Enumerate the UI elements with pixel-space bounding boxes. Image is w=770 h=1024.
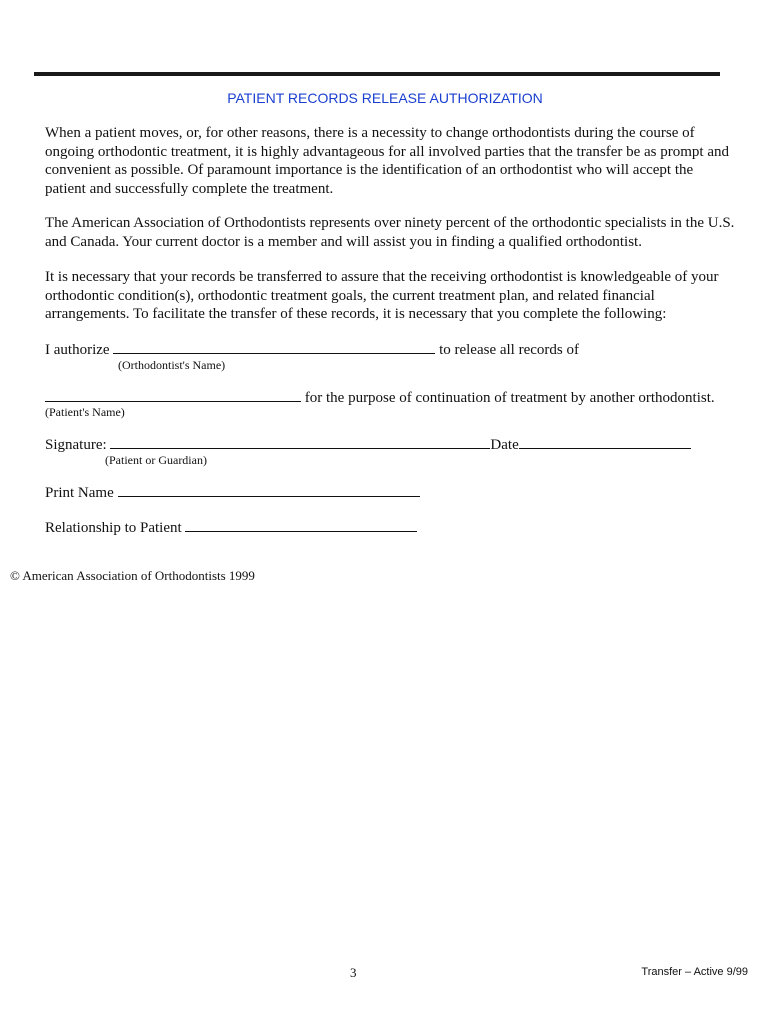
page-number: 3 <box>350 965 357 980</box>
transfer-paragraph: It is necessary that your records be transferred to assure that the receiving orthodontist is knowledgeable of your orthodontic condition(s), orthodontic treatment goals, the current treatment plan, and related financial arrangements. To facilitate the transfer of these records, it is necessary that you complete the following: <box>45 269 719 322</box>
signature-row <box>45 435 691 454</box>
signature-field[interactable] <box>110 435 490 449</box>
orthodontist-name-field[interactable] <box>113 340 435 354</box>
association-paragraph: The American Association of Orthodontists represents over ninety percent of the orthodontic specialists in the U.S. and Canada. Your current doctor is a member and will assist you in finding a qualified orthodontist. <box>45 215 735 250</box>
page-title: PATIENT RECORDS RELEASE AUTHORIZATION <box>227 90 543 106</box>
print-name-field[interactable] <box>118 483 420 497</box>
authorize-row <box>45 340 579 359</box>
patient-name-hint: (Patient's Name) <box>45 405 125 419</box>
top-divider <box>34 72 720 76</box>
copyright-notice: © American Association of Orthodontists 1999 <box>10 568 255 583</box>
signature-label: Signature: <box>45 437 107 453</box>
print-name-row <box>45 483 420 502</box>
patient-suffix: for the purpose of continuation of treatment by another orthodontist. <box>304 390 715 406</box>
intro-paragraph: When a patient moves, or, for other reasons, there is a necessity to change orthodontists during the course of ongoing orthodontic treatment, it is highly advantageous for all involved parties that the transfer be as prompt and convenient as possible. Of paramount importance is the identification of an orthodontist who will accept the patient and successfully complete the treatment. <box>45 125 729 197</box>
relationship-label: Relationship to Patient <box>45 520 182 536</box>
patient-name-field[interactable] <box>45 388 301 402</box>
date-field[interactable] <box>519 435 691 449</box>
orthodontist-name-hint: (Orthodontist's Name) <box>118 358 226 372</box>
print-name-label: Print Name <box>45 485 114 501</box>
authorize-label: I authorize <box>45 342 110 358</box>
relationship-row <box>45 518 417 537</box>
footer-label: Transfer – Active 9/99 <box>641 966 748 978</box>
date-label: Date <box>490 437 519 453</box>
signature-hint: (Patient or Guardian) <box>105 453 207 467</box>
relationship-field[interactable] <box>185 518 417 532</box>
authorize-suffix: to release all records of <box>439 342 579 358</box>
patient-row <box>45 388 715 407</box>
